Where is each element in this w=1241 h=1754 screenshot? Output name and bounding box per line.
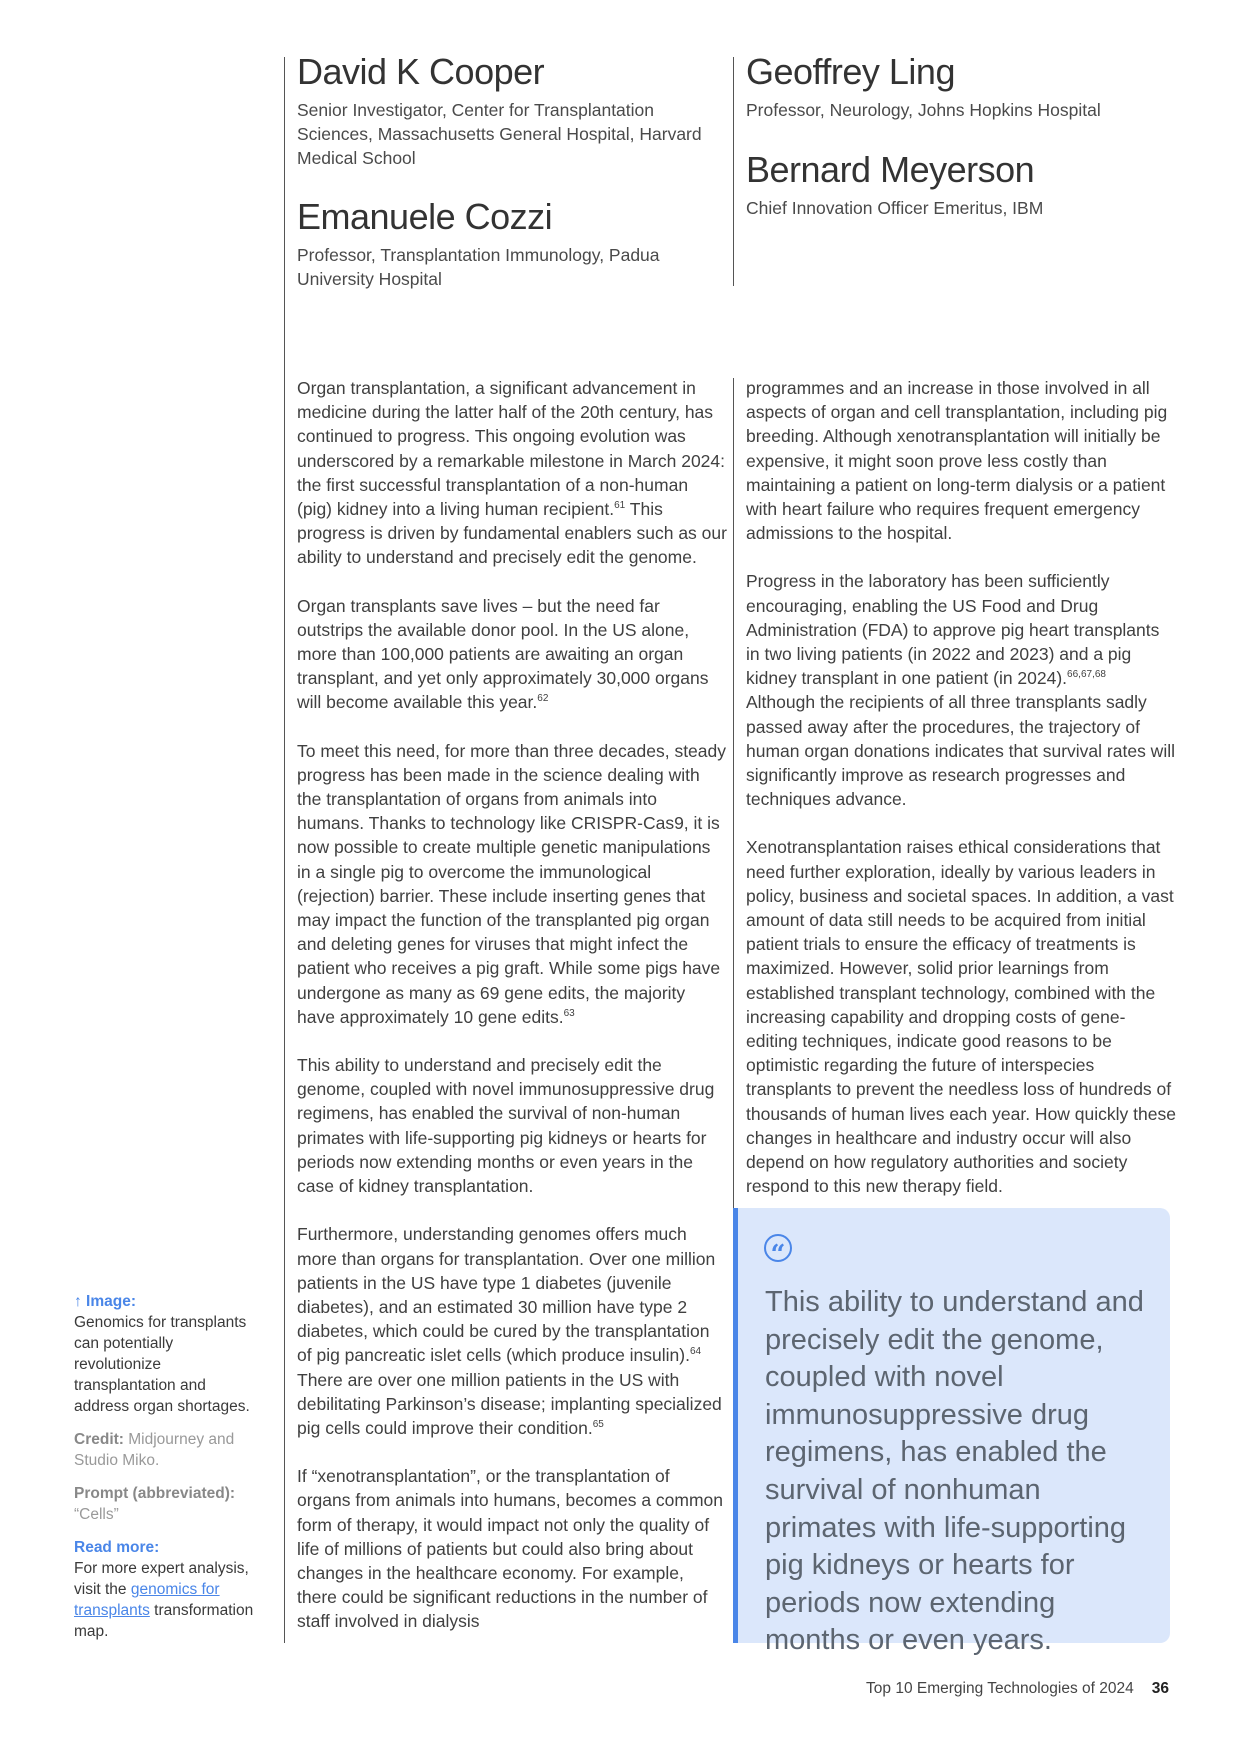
author-bernard-meyerson [746,150,1176,220]
credit [74,1429,264,1471]
prompt-label: Prompt (abbreviated): [74,1485,236,1502]
paragraph: Progress in the laboratory has been sufficiently encouraging, enabling the US Food and Drug Administration (FDA) to approve pig heart transplants in two living patients (in 2022 and 2023) and a pig kidney transplant in one patient (in 2024).$^{66,67,68}$ Although the recipients of all three transplants sadly passed away after the procedures, the trajectory of human organ donations indicates that survival rates will significantly improve as research progresses and techniques advance. [746,571,1175,810]
read-more-text: For more expert analysis, visit the genomics for transplants transformation map. [74,1560,254,1640]
prompt-text: “Cells” [74,1506,119,1523]
paragraph: If “xenotransplantation”, or the transplantation of organs from animals into humans, becomes a common form of therapy, it would impact not only the quality of life of millions of patients but could also bring about changes in the healthcare economy. For example, there could be significant reductions in the number of staff involved in dialysis [297,1466,724,1632]
read-more [74,1537,264,1642]
paragraph: Organ transplantation, a significant advancement in medicine during the latter half of the 20th century, has continued to progress. This ongoing evolution was underscored by a remarkable milestone in March 2024: the first successful transplantation of a non-human (pig) kidney into a living human recipient.$^{61}$ This progress is driven by fundamental enablers such as our ability to understand and precisely edit the genome. [297,378,727,568]
author-emanuele-cozzi [297,197,707,291]
prompt [74,1483,264,1525]
image-description: Genomics for transplants can potentially revolutionize transplantation and address organ shortages. [74,1314,250,1415]
image-caption [74,1291,264,1417]
quote-icon: “ [764,1234,792,1262]
genomics-for-transplants-link[interactable]: genomics for transplants [74,1581,220,1619]
image-heading: ↑ Image: [74,1293,137,1310]
page-number: 36 [1151,1680,1169,1697]
pull-quote [733,1208,1170,1657]
paragraph: This ability to understand and precisely edit the genome, coupled with novel immunosuppressive drug regimens, has enabled the survival of non-human primates with life-supporting pig kidneys or hearts for periods now extending months or even years in the case of kidney transplantation. [297,1055,715,1197]
paragraph: Furthermore, understanding genomes offers much more than organs for transplantation. Over one million patients in the US have type 1 diabetes (juvenile diabetes), and an estimated 30 million have type 2 diabetes, which could be cured by the transplantation of pig pancreatic islet cells (which produce insulin).$^{64}$ There are over one million patients in the US with debilitating Parkinson’s disease; implanting specialized pig cells could improve their condition.$^{65}$ [297,1224,722,1438]
author-name: Bernard Meyerson [746,149,1035,190]
author-name: David K Cooper [297,51,545,92]
read-more-label: Read more: [74,1539,160,1556]
author-role: Senior Investigator, Center for Transplantation Sciences, Massachusetts General Hospital, Harvard Medical School [297,100,702,168]
author-name: Emanuele Cozzi [297,196,553,237]
left-column-rule [284,57,285,1643]
footer-title: Top 10 Emerging Technologies of 2024 [866,1680,1134,1697]
author-role: Chief Innovation Officer Emeritus, IBM [746,198,1044,218]
credit-text: Midjourney and Studio Miko. [74,1431,235,1469]
author-role: Professor, Transplantation Immunology, Padua University Hospital [297,245,660,289]
right-author-rule [733,57,734,286]
paragraph: To meet this need, for more than three decades, steady progress has been made in the science dealing with the transplantation of organs from animals into humans. Thanks to technology like CRISPR-Cas9, it is now possible to create multiple genetic manipulations in a single pig to overcome the immunological (rejection) barrier. These include inserting genes that may impact the function of the transplanted pig organ and deleting genes for viruses that might infect the patient who receives a pig graft. While some pigs have undergone as many as 69 gene edits, the majority have approximately 10 gene edits.$^{63}$ [297,740,726,1027]
page-footer [866,1680,1169,1698]
body-column-right [746,376,1176,1223]
author-name: Geoffrey Ling [746,51,955,92]
image-caption-sidebar [74,1291,264,1642]
author-role: Professor, Neurology, Johns Hopkins Hospital [746,100,1101,120]
pull-quote-text: This ability to understand and precisely edit the genome, coupled with novel immunosuppressive drug regimens, has enabled the survival of nonhuman primates with life-supporting pig kidneys or hearts for periods now extending months or even years. [765,1286,1144,1657]
author-david-cooper [297,52,707,170]
author-geoffrey-ling [746,52,1176,122]
right-column-rule [733,378,734,1208]
credit-label: Credit: [74,1431,124,1448]
paragraph: Organ transplants save lives – but the need far outstrips the available donor pool. In the US alone, more than 100,000 patients are awaiting an organ transplant, and yet only approximately 30,000 organs will become available this year.$^{62}$ [297,595,709,713]
body-column-left [297,376,727,1658]
paragraph: Xenotransplantation raises ethical considerations that need further exploration, ideally by various leaders in policy, business and societal spaces. In addition, a vast amount of data still needs to be acquired from initial patient trials to ensure the efficacy of treatments is maximized. However, solid prior learnings from established transplant technology, combined with the increasing capability and dropping costs of gene-editing techniques, indicate good reasons to be optimistic regarding the future of interspecies transplants to prevent the needless loss of hundreds of thousands of human lives each year. How quickly these changes in healthcare and industry occur will also depend on how regulatory authorities and society respond to this new therapy field. [746,837,1176,1197]
paragraph: programmes and an increase in those involved in all aspects of organ and cell transplantation, including pig breeding. Although xenotransplantation will initially be expensive, it might soon prove less costly than maintaining a patient on long-term dialysis or a patient with heart failure who requires frequent emergency admissions to the hospital. [746,378,1168,544]
